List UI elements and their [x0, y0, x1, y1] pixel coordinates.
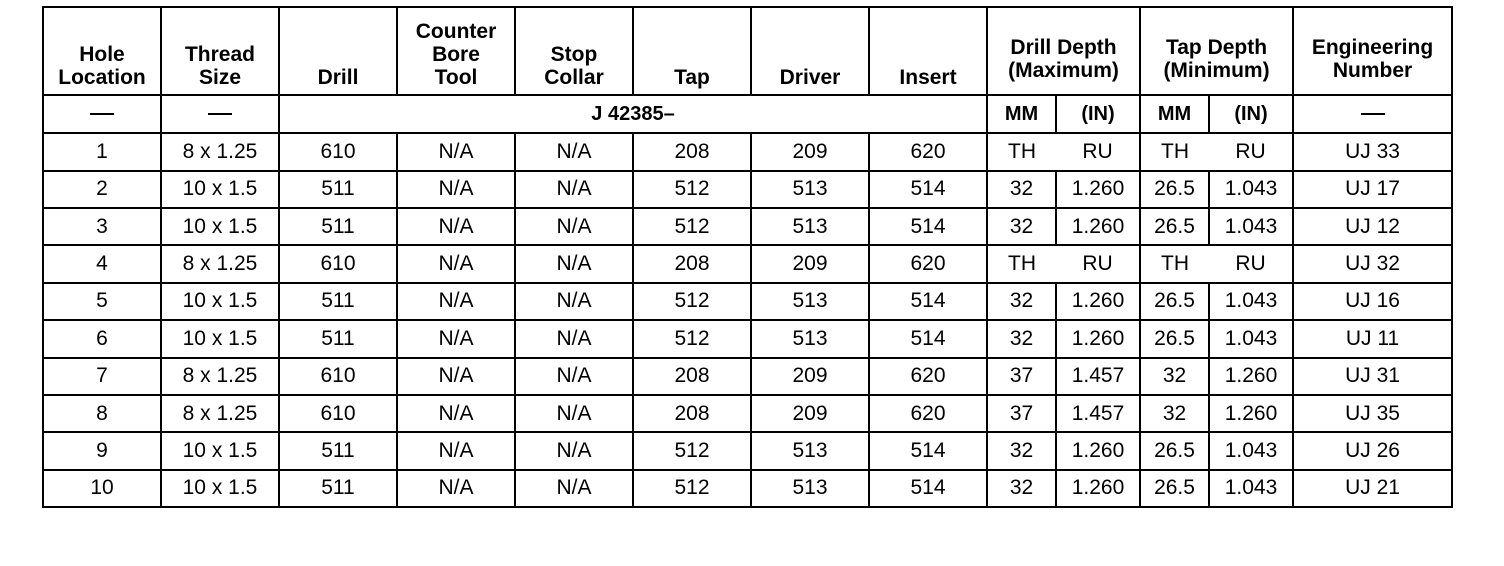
drill-depth-in-cell: 1.457 [1056, 395, 1140, 432]
hole-location-cell: 2 [43, 171, 161, 208]
hole-location-cell: 10 [43, 470, 161, 507]
stop-collar-cell: N/A [515, 283, 633, 320]
dash-mark [90, 113, 114, 115]
tap-depth-in-cell: 1.043 [1209, 208, 1293, 245]
table-row [43, 320, 1452, 357]
header-stop-collar: Stop Collar [515, 7, 633, 95]
tap-depth-in-cell: 1.260 [1209, 395, 1293, 432]
header-tap-depth: Tap Depth (Minimum) [1140, 7, 1293, 95]
hole-location-cell: 7 [43, 358, 161, 395]
thread-size-cell: 10 x 1.5 [161, 171, 279, 208]
drill-depth-mm-cell: 32 [987, 432, 1056, 469]
thread-size-cell: 10 x 1.5 [161, 432, 279, 469]
tap-depth-in-cell: 1.043 [1209, 470, 1293, 507]
engineering-number-cell: UJ 11 [1293, 320, 1452, 357]
tap-cell: 512 [633, 283, 751, 320]
drill-depth-in-cell: 1.260 [1056, 470, 1140, 507]
stop-collar-cell: N/A [515, 470, 633, 507]
tap-cell: 512 [633, 470, 751, 507]
units-eng-dash [1293, 95, 1452, 133]
thread-size-cell: 10 x 1.5 [161, 208, 279, 245]
hole-location-cell: 6 [43, 320, 161, 357]
insert-cell: 514 [869, 432, 987, 469]
thread-size-cell: 10 x 1.5 [161, 320, 279, 357]
stop-collar-cell: N/A [515, 320, 633, 357]
drill-cell: 511 [279, 470, 397, 507]
engineering-number-cell: UJ 12 [1293, 208, 1452, 245]
counter-bore-tool-cell: N/A [397, 395, 515, 432]
tap-cell: 208 [633, 395, 751, 432]
header-row [43, 7, 1452, 95]
stop-collar-cell: N/A [515, 358, 633, 395]
table-row [43, 358, 1452, 395]
drill-depth-mm-cell: 32 [987, 470, 1056, 507]
tap-cell: 208 [633, 358, 751, 395]
tap-depth-mm-cell: 26.5 [1140, 208, 1209, 245]
driver-cell: 513 [751, 208, 869, 245]
counter-bore-tool-cell: N/A [397, 133, 515, 170]
tap-depth-mm-cell: 26.5 [1140, 470, 1209, 507]
hole-location-cell: 1 [43, 133, 161, 170]
drill-depth-mm-cell: 32 [987, 320, 1056, 357]
tap-cell: 512 [633, 171, 751, 208]
drill-cell: 610 [279, 133, 397, 170]
driver-cell: 209 [751, 395, 869, 432]
engineering-number-cell: UJ 17 [1293, 171, 1452, 208]
drill-depth-in-cell: 1.260 [1056, 208, 1140, 245]
counter-bore-tool-cell: N/A [397, 283, 515, 320]
drill-depth-in-cell: 1.260 [1056, 432, 1140, 469]
tap-depth-mm-cell: 26.5 [1140, 283, 1209, 320]
header-hole-location: Hole Location [43, 7, 161, 95]
engineering-number-cell: UJ 35 [1293, 395, 1452, 432]
insert-cell: 514 [869, 171, 987, 208]
tap-depth-thru-cell: RU [1209, 245, 1293, 282]
table-row [43, 171, 1452, 208]
thread-size-cell: 8 x 1.25 [161, 245, 279, 282]
hole-location-cell: 5 [43, 283, 161, 320]
tap-depth-mm-cell: 32 [1140, 358, 1209, 395]
insert-cell: 514 [869, 320, 987, 357]
stop-collar-cell: N/A [515, 171, 633, 208]
header-engineering-number: Engineering Number [1293, 7, 1452, 95]
counter-bore-tool-cell: N/A [397, 171, 515, 208]
units-tap-mm: MM [1140, 95, 1209, 133]
insert-cell: 514 [869, 208, 987, 245]
tap-depth-in-cell: 1.043 [1209, 283, 1293, 320]
tap-depth-in-cell: 1.043 [1209, 320, 1293, 357]
driver-cell: 209 [751, 133, 869, 170]
drill-depth-in-cell: 1.260 [1056, 320, 1140, 357]
tap-depth-in-cell: 1.043 [1209, 171, 1293, 208]
engineering-number-cell: UJ 16 [1293, 283, 1452, 320]
counter-bore-tool-cell: N/A [397, 432, 515, 469]
drill-cell: 511 [279, 171, 397, 208]
driver-cell: 513 [751, 320, 869, 357]
drill-cell: 511 [279, 320, 397, 357]
tap-depth-in-cell: 1.260 [1209, 358, 1293, 395]
thread-size-cell: 8 x 1.25 [161, 133, 279, 170]
stop-collar-cell: N/A [515, 432, 633, 469]
insert-cell: 620 [869, 395, 987, 432]
counter-bore-tool-cell: N/A [397, 470, 515, 507]
stop-collar-cell: N/A [515, 245, 633, 282]
thread-size-cell: 8 x 1.25 [161, 358, 279, 395]
tap-cell: 208 [633, 133, 751, 170]
driver-cell: 513 [751, 171, 869, 208]
tap-depth-mm-cell: 26.5 [1140, 171, 1209, 208]
counter-bore-tool-cell: N/A [397, 358, 515, 395]
thread-size-cell: 8 x 1.25 [161, 395, 279, 432]
tap-depth-in-cell: 1.043 [1209, 432, 1293, 469]
thread-size-cell: 10 x 1.5 [161, 283, 279, 320]
tool-spec-table [42, 6, 1453, 508]
drill-cell: 511 [279, 208, 397, 245]
table-row [43, 283, 1452, 320]
table-row [43, 208, 1452, 245]
units-row [43, 95, 1452, 133]
dash-mark [208, 113, 232, 115]
header-counter-bore-tool: Counter Bore Tool [397, 7, 515, 95]
drill-cell: 511 [279, 432, 397, 469]
table-row [43, 395, 1452, 432]
driver-cell: 209 [751, 245, 869, 282]
engineering-number-cell: UJ 21 [1293, 470, 1452, 507]
counter-bore-tool-cell: N/A [397, 320, 515, 357]
units-drill-in: (IN) [1056, 95, 1140, 133]
hole-location-cell: 9 [43, 432, 161, 469]
drill-depth-in-cell: 1.260 [1056, 283, 1140, 320]
units-drill-mm: MM [987, 95, 1056, 133]
header-driver: Driver [751, 7, 869, 95]
tap-cell: 512 [633, 320, 751, 357]
tap-cell: 208 [633, 245, 751, 282]
hole-location-cell: 8 [43, 395, 161, 432]
units-tap-in: (IN) [1209, 95, 1293, 133]
driver-cell: 209 [751, 358, 869, 395]
tap-cell: 512 [633, 432, 751, 469]
drill-depth-thru-cell: RU [1056, 133, 1140, 170]
table-row [43, 133, 1452, 170]
engineering-number-cell: UJ 32 [1293, 245, 1452, 282]
stop-collar-cell: N/A [515, 208, 633, 245]
hole-location-cell: 3 [43, 208, 161, 245]
engineering-number-cell: UJ 26 [1293, 432, 1452, 469]
insert-cell: 620 [869, 245, 987, 282]
counter-bore-tool-cell: N/A [397, 208, 515, 245]
drill-depth-mm-cell: 37 [987, 358, 1056, 395]
stop-collar-cell: N/A [515, 395, 633, 432]
insert-cell: 514 [869, 283, 987, 320]
header-drill-depth: Drill Depth (Maximum) [987, 7, 1140, 95]
tap-depth-mm-cell: 26.5 [1140, 432, 1209, 469]
insert-cell: 620 [869, 358, 987, 395]
counter-bore-tool-cell: N/A [397, 245, 515, 282]
driver-cell: 513 [751, 470, 869, 507]
drill-depth-in-cell: 1.457 [1056, 358, 1140, 395]
engineering-number-cell: UJ 33 [1293, 133, 1452, 170]
drill-depth-thru-cell: TH [987, 245, 1056, 282]
table-row [43, 245, 1452, 282]
tap-depth-thru-cell: TH [1140, 245, 1209, 282]
drill-cell: 610 [279, 395, 397, 432]
dash-mark [1361, 113, 1385, 115]
drill-cell: 610 [279, 358, 397, 395]
units-thread-dash [161, 95, 279, 133]
tap-depth-thru-cell: RU [1209, 133, 1293, 170]
drill-depth-thru-cell: RU [1056, 245, 1140, 282]
tap-cell: 512 [633, 208, 751, 245]
units-hole-dash [43, 95, 161, 133]
drill-depth-mm-cell: 32 [987, 208, 1056, 245]
stop-collar-cell: N/A [515, 133, 633, 170]
insert-cell: 620 [869, 133, 987, 170]
drill-cell: 511 [279, 283, 397, 320]
drill-cell: 610 [279, 245, 397, 282]
engineering-number-cell: UJ 31 [1293, 358, 1452, 395]
insert-cell: 514 [869, 470, 987, 507]
header-insert: Insert [869, 7, 987, 95]
tap-depth-thru-cell: TH [1140, 133, 1209, 170]
drill-depth-thru-cell: TH [987, 133, 1056, 170]
drill-depth-mm-cell: 37 [987, 395, 1056, 432]
header-thread-size: Thread Size [161, 7, 279, 95]
tool-number-prefix: J 42385– [279, 95, 987, 133]
hole-location-cell: 4 [43, 245, 161, 282]
driver-cell: 513 [751, 283, 869, 320]
header-drill: Drill [279, 7, 397, 95]
drill-depth-mm-cell: 32 [987, 171, 1056, 208]
drill-depth-mm-cell: 32 [987, 283, 1056, 320]
thread-size-cell: 10 x 1.5 [161, 470, 279, 507]
tap-depth-mm-cell: 26.5 [1140, 320, 1209, 357]
tap-depth-mm-cell: 32 [1140, 395, 1209, 432]
table-row [43, 432, 1452, 469]
drill-depth-in-cell: 1.260 [1056, 171, 1140, 208]
driver-cell: 513 [751, 432, 869, 469]
header-tap: Tap [633, 7, 751, 95]
table-row [43, 470, 1452, 507]
